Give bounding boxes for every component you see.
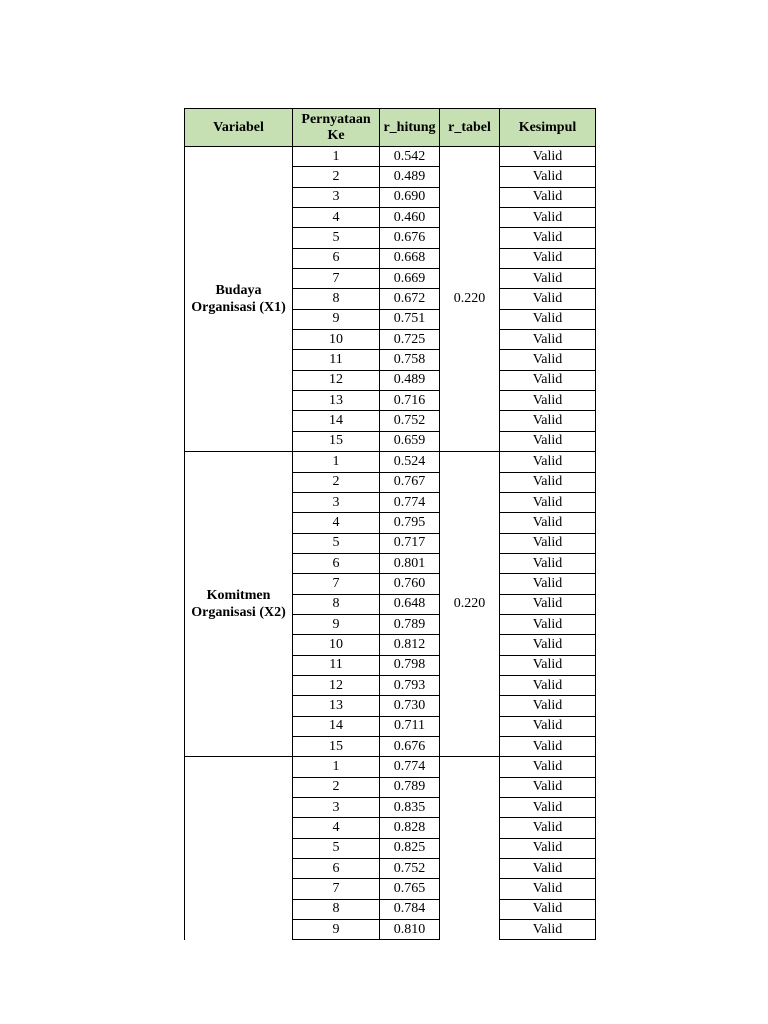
r-hitung-cell: 0.460: [380, 208, 440, 228]
kesimpulan-cell: Valid: [500, 391, 596, 411]
kesimpulan-cell: Valid: [500, 920, 596, 940]
kesimpulan-cell: Valid: [500, 350, 596, 370]
statement-number-cell: 2: [293, 167, 380, 187]
kesimpulan-cell: Valid: [500, 716, 596, 736]
statement-number-cell: 9: [293, 920, 380, 940]
r-hitung-cell: 0.825: [380, 838, 440, 858]
r-hitung-cell: 0.774: [380, 492, 440, 512]
kesimpulan-cell: Valid: [500, 798, 596, 818]
r-hitung-cell: 0.542: [380, 147, 440, 167]
r-hitung-cell: 0.789: [380, 777, 440, 797]
statement-number-cell: 10: [293, 330, 380, 350]
statement-number-cell: 9: [293, 309, 380, 329]
r-tabel-cell: [440, 757, 500, 940]
statement-number-cell: 3: [293, 492, 380, 512]
statement-number-cell: 11: [293, 655, 380, 675]
statement-number-cell: 6: [293, 248, 380, 268]
kesimpulan-cell: Valid: [500, 818, 596, 838]
statement-number-cell: 2: [293, 777, 380, 797]
variable-cell: [185, 757, 293, 940]
header-kesimpulan: Kesimpul: [500, 109, 596, 147]
r-hitung-cell: 0.711: [380, 716, 440, 736]
r-hitung-cell: 0.751: [380, 309, 440, 329]
kesimpulan-cell: Valid: [500, 757, 596, 777]
statement-number-cell: 8: [293, 289, 380, 309]
kesimpulan-cell: Valid: [500, 147, 596, 167]
r-hitung-cell: 0.810: [380, 920, 440, 940]
r-hitung-cell: 0.690: [380, 187, 440, 207]
r-tabel-cell: 0.220: [440, 452, 500, 757]
r-hitung-cell: 0.648: [380, 594, 440, 614]
kesimpulan-cell: Valid: [500, 696, 596, 716]
table-body: [185, 147, 596, 940]
statement-number-cell: 14: [293, 716, 380, 736]
statement-number-cell: 14: [293, 411, 380, 431]
statement-number-cell: 11: [293, 350, 380, 370]
kesimpulan-cell: Valid: [500, 167, 596, 187]
statement-number-cell: 5: [293, 533, 380, 553]
kesimpulan-cell: Valid: [500, 330, 596, 350]
statement-number-cell: 1: [293, 757, 380, 777]
r-hitung-cell: 0.669: [380, 269, 440, 289]
statement-number-cell: 4: [293, 513, 380, 533]
r-hitung-cell: 0.774: [380, 757, 440, 777]
statement-number-cell: 7: [293, 574, 380, 594]
statement-number-cell: 1: [293, 147, 380, 167]
kesimpulan-cell: Valid: [500, 899, 596, 919]
r-tabel-cell: 0.220: [440, 147, 500, 452]
r-hitung-cell: 0.489: [380, 370, 440, 390]
statement-number-cell: 7: [293, 879, 380, 899]
r-hitung-cell: 0.730: [380, 696, 440, 716]
table-row: [185, 452, 596, 472]
kesimpulan-cell: Valid: [500, 574, 596, 594]
kesimpulan-cell: Valid: [500, 777, 596, 797]
statement-number-cell: 4: [293, 208, 380, 228]
statement-number-cell: 5: [293, 228, 380, 248]
r-hitung-cell: 0.659: [380, 431, 440, 451]
variable-cell: Komitmen Organisasi (X2): [185, 452, 293, 757]
r-hitung-cell: 0.752: [380, 411, 440, 431]
header-r-hitung: r_hitung: [380, 109, 440, 147]
kesimpulan-cell: Valid: [500, 533, 596, 553]
kesimpulan-cell: Valid: [500, 594, 596, 614]
kesimpulan-cell: Valid: [500, 269, 596, 289]
kesimpulan-cell: Valid: [500, 411, 596, 431]
header-r-tabel: r_tabel: [440, 109, 500, 147]
r-hitung-cell: 0.801: [380, 553, 440, 573]
r-hitung-cell: 0.812: [380, 635, 440, 655]
r-hitung-cell: 0.793: [380, 675, 440, 695]
statement-number-cell: 10: [293, 635, 380, 655]
statement-number-cell: 15: [293, 431, 380, 451]
header-variabel: Variabel: [185, 109, 293, 147]
r-hitung-cell: 0.524: [380, 452, 440, 472]
kesimpulan-cell: Valid: [500, 635, 596, 655]
r-hitung-cell: 0.752: [380, 859, 440, 879]
r-hitung-cell: 0.676: [380, 736, 440, 756]
kesimpulan-cell: Valid: [500, 472, 596, 492]
kesimpulan-cell: Valid: [500, 513, 596, 533]
r-hitung-cell: 0.725: [380, 330, 440, 350]
statement-number-cell: 7: [293, 269, 380, 289]
statement-number-cell: 5: [293, 838, 380, 858]
r-hitung-cell: 0.765: [380, 879, 440, 899]
r-hitung-cell: 0.784: [380, 899, 440, 919]
statement-number-cell: 9: [293, 614, 380, 634]
r-hitung-cell: 0.489: [380, 167, 440, 187]
r-hitung-cell: 0.795: [380, 513, 440, 533]
header-row: [185, 109, 596, 147]
r-hitung-cell: 0.767: [380, 472, 440, 492]
kesimpulan-cell: Valid: [500, 859, 596, 879]
statement-number-cell: 6: [293, 859, 380, 879]
statement-number-cell: 12: [293, 675, 380, 695]
kesimpulan-cell: Valid: [500, 289, 596, 309]
r-hitung-cell: 0.835: [380, 798, 440, 818]
kesimpulan-cell: Valid: [500, 492, 596, 512]
table-row: [185, 757, 596, 777]
kesimpulan-cell: Valid: [500, 452, 596, 472]
table-row: [185, 147, 596, 167]
r-hitung-cell: 0.672: [380, 289, 440, 309]
kesimpulan-cell: Valid: [500, 553, 596, 573]
kesimpulan-cell: Valid: [500, 208, 596, 228]
variable-cell: Budaya Organisasi (X1): [185, 147, 293, 452]
statement-number-cell: 13: [293, 391, 380, 411]
statement-number-cell: 3: [293, 798, 380, 818]
statement-number-cell: 12: [293, 370, 380, 390]
kesimpulan-cell: Valid: [500, 675, 596, 695]
kesimpulan-cell: Valid: [500, 370, 596, 390]
validity-table: [184, 108, 596, 940]
kesimpulan-cell: Valid: [500, 838, 596, 858]
statement-number-cell: 3: [293, 187, 380, 207]
statement-number-cell: 8: [293, 594, 380, 614]
kesimpulan-cell: Valid: [500, 248, 596, 268]
kesimpulan-cell: Valid: [500, 431, 596, 451]
kesimpulan-cell: Valid: [500, 309, 596, 329]
statement-number-cell: 13: [293, 696, 380, 716]
kesimpulan-cell: Valid: [500, 736, 596, 756]
statement-number-cell: 15: [293, 736, 380, 756]
statement-number-cell: 1: [293, 452, 380, 472]
statement-number-cell: 6: [293, 553, 380, 573]
kesimpulan-cell: Valid: [500, 228, 596, 248]
statement-number-cell: 4: [293, 818, 380, 838]
kesimpulan-cell: Valid: [500, 187, 596, 207]
r-hitung-cell: 0.758: [380, 350, 440, 370]
statement-number-cell: 2: [293, 472, 380, 492]
r-hitung-cell: 0.760: [380, 574, 440, 594]
kesimpulan-cell: Valid: [500, 879, 596, 899]
r-hitung-cell: 0.828: [380, 818, 440, 838]
r-hitung-cell: 0.717: [380, 533, 440, 553]
kesimpulan-cell: Valid: [500, 614, 596, 634]
r-hitung-cell: 0.668: [380, 248, 440, 268]
statement-number-cell: 8: [293, 899, 380, 919]
r-hitung-cell: 0.798: [380, 655, 440, 675]
header-pernyataan: Pernyataan Ke: [293, 109, 380, 147]
kesimpulan-cell: Valid: [500, 655, 596, 675]
r-hitung-cell: 0.676: [380, 228, 440, 248]
r-hitung-cell: 0.789: [380, 614, 440, 634]
r-hitung-cell: 0.716: [380, 391, 440, 411]
